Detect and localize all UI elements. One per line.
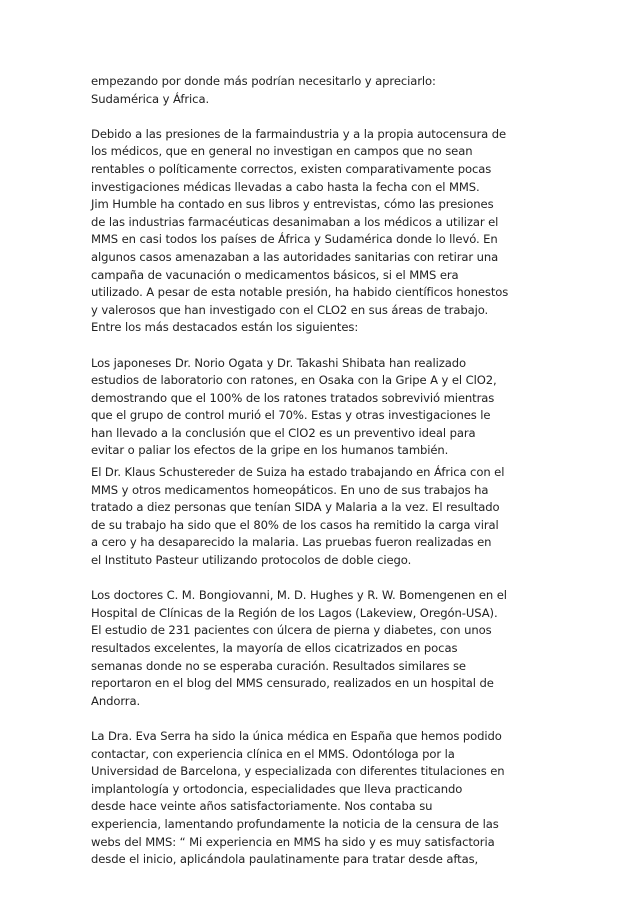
text-line: implantología y ortodoncia, especialidades que lleva practicando — [91, 781, 463, 796]
text-line: experiencia, lamentando profundamente la noticia de la censura de las — [91, 816, 499, 831]
text-line: y valerosos que han investigado con el CLO2 en sus áreas de trabajo. — [91, 302, 489, 317]
text-line: desde el inicio, aplicándola paulatinamente para tratar desde aftas, — [91, 852, 479, 867]
text-line: que el grupo de control murió el 70%. Estas y otras investigaciones le — [91, 408, 491, 423]
text-line: El Dr. Klaus Schustereder de Suiza ha estado trabajando en África con el — [91, 465, 505, 480]
text-line: Debido a las presiones de la farmaindustria y a la propia autocensura de — [91, 126, 507, 141]
text-line: evitar o paliar los efectos de la gripe en los humanos también. — [91, 443, 449, 458]
text-line: Los doctores C. M. Bongiovanni, M. D. Hughes y R. W. Bomengenen en el — [91, 588, 507, 603]
text-line: resultados excelentes, la mayoría de ellos cicatrizados en pocas — [91, 641, 458, 655]
text-line: empezando por donde más podrían necesitarlo y apreciarlo: — [91, 74, 436, 88]
text-line: han llevado a la conclusión que el ClO2 es un preventivo ideal para — [91, 425, 476, 440]
text-line: La Dra. Eva Serra ha sido la única médica en España que hemos podido — [91, 728, 502, 743]
text-line: algunos casos amenazaban a las autoridades sanitarias con retirar una — [91, 249, 499, 264]
document-body — [91, 73, 551, 869]
text-line: tratado a diez personas que tenían SIDA y Malaria a la vez. El resultado — [91, 500, 500, 515]
text-line: de su trabajo ha sido que el 80% de los casos ha remitido la carga viral — [91, 517, 499, 532]
paragraph-lakeview-hospital — [91, 587, 551, 710]
text-line: Entre los más destacados están los siguientes: — [91, 320, 359, 335]
text-line: utilizado. A pesar de esta notable presión, ha habido científicos honestos — [91, 285, 509, 300]
text-line: a cero y ha desaparecido la malaria. Las pruebas fueron realizadas en — [91, 535, 492, 550]
text-line: reportaron en el blog del MMS censurado, realizados en un hospital de — [91, 676, 494, 691]
text-line: demostrando que el 100% de los ratones tratados sobrevivió mientras — [91, 390, 495, 405]
text-line: de las industrias farmacéuticas desanimaban a los médicos a utilizar el — [91, 214, 499, 229]
text-line: MMS en casi todos los países de África y Sudamérica donde lo llevó. En — [91, 232, 498, 247]
paragraph-schustereder — [91, 464, 551, 570]
text-line: Sudamérica y África. — [91, 91, 210, 106]
text-line: semanas donde no se esperaba curación. Resultados similares se — [91, 658, 466, 673]
text-line: estudios de laboratorio con ratones, en Osaka con la Gripe A y el ClO2, — [91, 373, 497, 388]
text-line: El estudio de 231 pacientes con úlcera de pierna y diabetes, con unos — [91, 623, 492, 638]
text-line: investigaciones médicas llevadas a cabo hasta la fecha con el MMS. — [91, 179, 480, 194]
text-line: el Instituto Pasteur utilizando protocolos de doble ciego. — [91, 553, 412, 568]
text-line: MMS y otros medicamentos homeopáticos. En uno de sus trabajos ha — [91, 482, 489, 497]
text-line: Hospital de Clínicas de la Región de los Lagos (Lakeview, Oregón-USA). — [91, 605, 498, 620]
paragraph-intro — [91, 73, 551, 108]
text-line: webs del MMS: “ Mi experiencia en MMS ha sido y es muy satisfactoria — [91, 834, 495, 849]
text-line: campaña de vacunación o medicamentos básicos, si el MMS era — [91, 267, 459, 282]
text-line: Jim Humble ha contado en sus libros y entrevistas, cómo las presiones — [91, 197, 494, 212]
paragraph-japanese-study — [91, 355, 551, 461]
text-line: rentables o políticamente correctos, existen comparativamente pocas — [91, 161, 492, 176]
paragraph-pressures — [91, 126, 551, 337]
text-line: los médicos, que en general no investigan en campos que no sean — [91, 144, 473, 159]
text-line: Los japoneses Dr. Norio Ogata y Dr. Takashi Shibata han realizado — [91, 355, 466, 370]
text-line: contactar, con experiencia clínica en el MMS. Odontóloga por la — [91, 746, 455, 761]
paragraph-eva-serra — [91, 728, 551, 869]
text-line: Andorra. — [91, 693, 141, 708]
text-line: Universidad de Barcelona, y especializada con diferentes titulaciones en — [91, 764, 505, 779]
text-line: desde hace veinte años satisfactoriamente. Nos contaba su — [91, 799, 433, 814]
